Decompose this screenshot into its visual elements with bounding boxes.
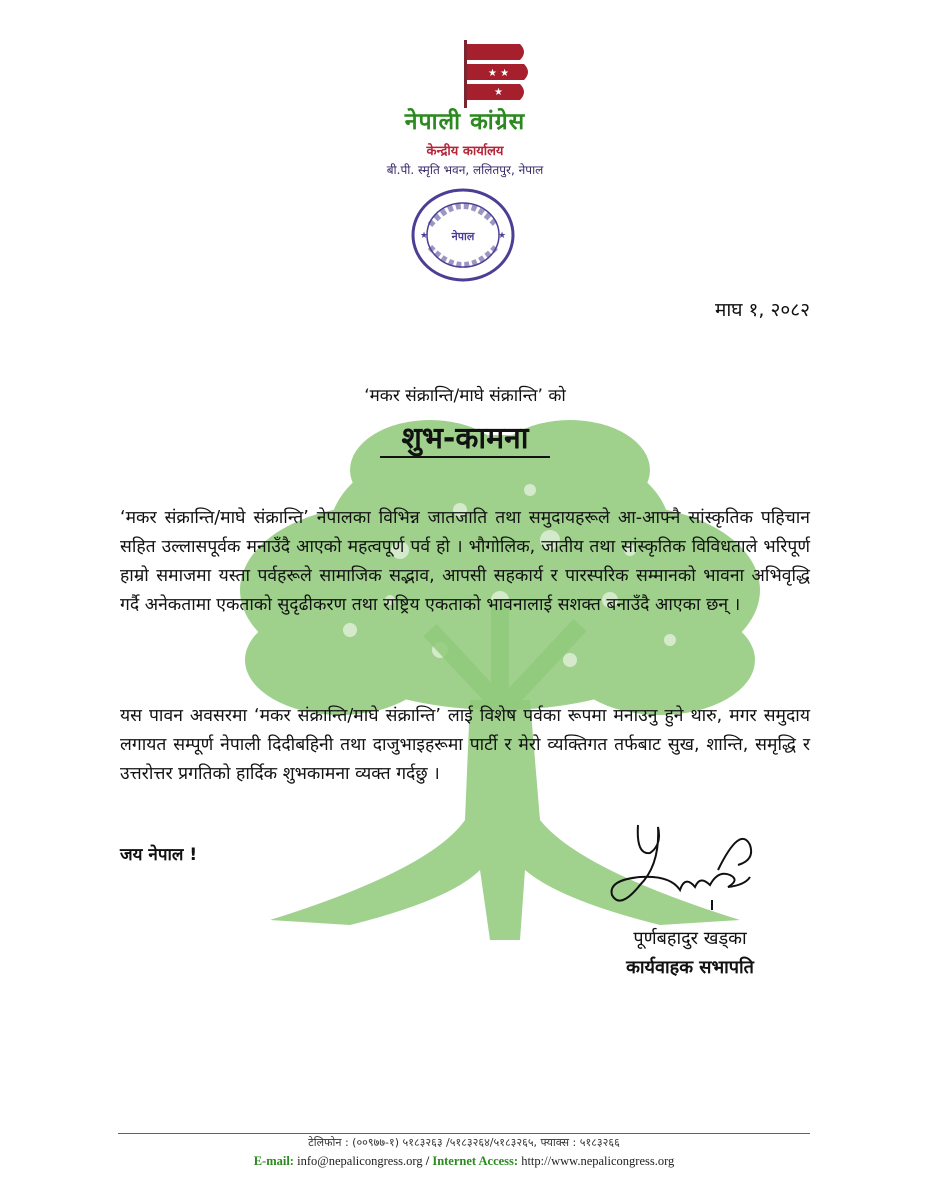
office-name: केन्द्रीय कार्यालय [426, 144, 504, 159]
svg-text:★: ★ [494, 87, 503, 98]
body-paragraph-1: ‘मकर संक्रान्ति/माघे संक्रान्ति’ नेपालका विभिन्न जातजाति तथा समुदायहरूले आ-आफ्नै सांस्कृतिक पहिचान सहित उल्लासपूर्वक मनाउँदै आएको महत्वपूर्ण पर्व हो । भौगोलिक, जातीय तथा सांस्कृतिक विविधताले भरिपूर्ण हाम्रो समाजमा यस्ता पर्वहरूले सामाजिक सद्भाव, आपसी सहकार्य र पारस्परिक सम्मानको भावना अभिवृद्धि गर्दै अनेकतामा एकताको सुदृढीकरण तथा राष्ट्रिय एकताको भावनालाई सशक्त बनाउँदै आएका छन् । [120, 508, 810, 615]
website-link[interactable]: http://www.nepalicongress.org [521, 1154, 675, 1168]
letter-date: माघ १, २०८२ [714, 299, 810, 321]
web-label: Internet Access: [432, 1154, 519, 1168]
svg-text:★: ★ [420, 231, 429, 241]
body-paragraph-2: यस पावन अवसरमा ‘मकर संक्रान्ति/माघे संक्रान्ति’ लाई विशेष पर्वका रूपमा मनाउनु हुने थारु, मगर समुदाय लगायत सम्पूर्ण नेपाली दिदीबहिनी तथा दाजुभाइहरूमा पार्टी र मेरो व्यक्तिगत तर्फबाट सुख, शान्ति, समृद्धि र उत्तरोत्तर प्रगतिको हार्दिक शुभकामना व्यक्त गर्दछु । [120, 706, 810, 784]
official-seal-stamp [408, 185, 518, 285]
handwritten-signature [600, 815, 770, 920]
party-name: नेपाली कांग्रेस [404, 109, 526, 135]
title-underline [380, 456, 550, 458]
footer-contact [118, 1154, 810, 1169]
office-address: बी.पी. स्मृति भवन, ललितपुर, नेपाल [386, 163, 544, 177]
svg-text:नेपाल: नेपाल [451, 230, 475, 243]
greeting-subtitle: ‘मकर संक्रान्ति/माघे संक्रान्ति’ को [364, 386, 566, 406]
footer-separator: / [425, 1154, 430, 1168]
signatory-title: कार्यवाहक सभापति [626, 957, 754, 978]
footer-divider [118, 1133, 810, 1134]
greeting-title: शुभ-कामना [401, 421, 529, 456]
email-label: E-mail: [253, 1154, 294, 1168]
footer-phone-fax: टेलिफोन : (००९७७-१) ५१८३२६३ /५१८३२६४/५१८३२६५, फ्याक्स : ५१८३२६६ [308, 1136, 620, 1149]
closing-salutation: जय नेपाल ! [120, 845, 198, 865]
svg-text:★ ★: ★ ★ [488, 68, 510, 79]
signatory-name: पूर्णबहादुर खड्का [633, 928, 747, 949]
email-link[interactable]: info@nepalicongress.org [297, 1154, 423, 1168]
svg-text:★: ★ [498, 231, 507, 241]
